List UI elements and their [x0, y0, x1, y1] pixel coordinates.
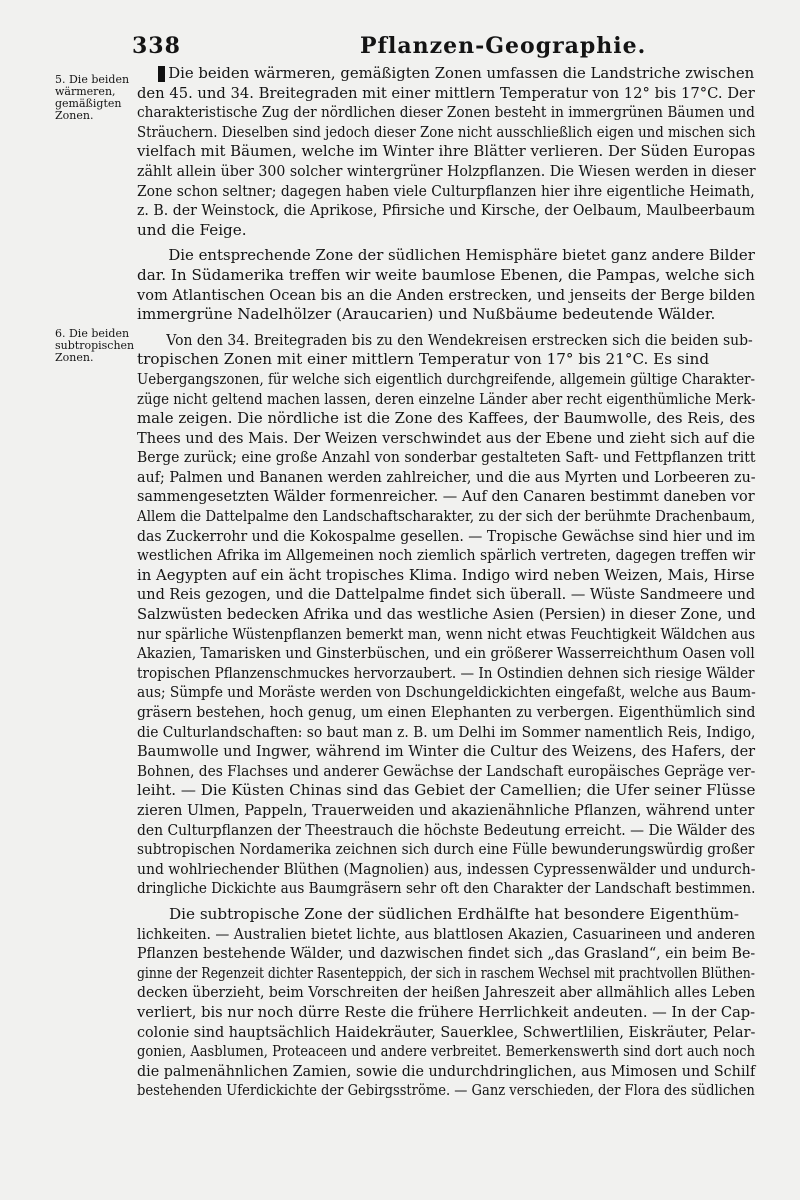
text-line: Salzwüsten bedecken Afrika und das westliche Asien (Persien) in dieser Zone, und: [137, 605, 756, 624]
text-line: Die entsprechende Zone der südlichen Hemisphäre bietet ganz andere Bilder: [168, 246, 755, 265]
text-line: decken überzieht, beim Vorschreiten der heißen Jahreszeit aber allmählich alles Leben: [137, 983, 756, 1002]
text-line: tropischen Pflanzenschmuckes hervorzaubert. — In Ostindien dehnen sich riesige Wälder: [137, 663, 755, 682]
text-line: auf; Palmen und Bananen werden zahlreicher, und die aus Myrten und Lorbeeren zu-: [137, 467, 756, 486]
text-line: lichkeiten. — Australien bietet lichte, aus blattlosen Akazien, Casuarineen und anderen: [137, 924, 756, 943]
text-line: Die beiden wärmeren, gemäßigten Zonen umfassen die Landstriche zwischen: [168, 64, 755, 82]
text-line: Berge zurück; eine große Anzahl von sonderbar gestalteten Saft- und Fettpflanzen tritt: [137, 448, 756, 467]
text-line: Uebergangszonen, für welche sich eigentlich durchgreifende, allgemein gültige Charakter-: [137, 369, 756, 388]
text-line: westlichen Afrika im Allgemeinen noch ziemlich spärlich vertreten, dagegen treffen wir: [137, 546, 756, 565]
text-line: Von den 34. Breitegraden bis zu den Wendekreisen erstrecken sich die beiden sub-: [166, 330, 753, 349]
margin-note-5: 5. Die beiden wärmeren, gemäßigten Zonen.: [55, 73, 130, 122]
text-line: die Culturlandschaften: so baut man z. B. um Delhi im Sommer namentlich Reis, Indigo,: [137, 722, 756, 741]
text-line: Bohnen, des Flachses und anderer Gewächse der Landschaft europäisches Gepräge ver-: [137, 761, 756, 780]
paragraph: [137, 905, 755, 1101]
text-line: und die Feige.: [137, 220, 247, 239]
text-line: den 45. und 34. Breitegraden mit einer mittlern Temperatur von 12° bis 17°C. Der: [137, 83, 755, 102]
body-text: [137, 64, 755, 1107]
text-line: den Culturpflanzen der Theestrauch die höchste Bedeutung erreicht. — Die Wälder des: [137, 820, 756, 839]
text-line: Baumwolle und Ingwer, während im Winter die Cultur des Weizens, des Hafers, der: [137, 742, 756, 761]
paragraph: [137, 64, 755, 240]
paragraph: [137, 331, 755, 899]
text-line: ginne der Regenzeit dichter Rasenteppich, der sich in raschem Wechsel mit prachtvollen Blüthen-: [137, 963, 755, 982]
text-line: immergrüne Nadelhölzer (Araucarien) und Nußbäume bedeutende Wälder.: [137, 305, 716, 324]
text-line: dringliche Dickichte aus Baumgräsern sehr oft den Charakter der Landschaft bestimmen.: [137, 879, 756, 898]
text-line: charakteristische Zug der nördlichen dieser Zonen besteht in immergrünen Bäumen und: [137, 103, 755, 122]
running-title: Pflanzen-Geographie.: [360, 33, 647, 59]
text-line: Zone schon seltner; dagegen haben viele Culturpflanzen hier ihre eigentliche Heimath,: [137, 181, 755, 200]
text-line: Sträuchern. Dieselben sind jedoch dieser Zone nicht ausschließlich eigen und mischen sich: [137, 122, 756, 141]
text-line: tropischen Zonen mit einer mittlern Temperatur von 17° bis 21°C. Es sind: [137, 350, 710, 369]
margin-note-6: 6. Die beiden subtropischen Zonen.: [55, 327, 135, 364]
text-line: bestehenden Uferdickichte der Gebirgsströme. — Ganz verschieden, der Flora des südlichen: [137, 1081, 755, 1100]
text-line: die palmenähnlichen Zamien, sowie die undurchdringlichen, aus Mimosen und Schilf: [137, 1061, 756, 1080]
text-line: gräsern bestehen, hoch genug, um einen Elephanten zu verbergen. Eigenthümlich sind: [137, 703, 756, 721]
text-line: Allem die Dattelpalme den Landschaftscharakter, zu der sich der berühmte Drachenbaum,: [137, 507, 756, 526]
text-line: leiht. — Die Küsten Chinas sind das Gebiet der Camellien; die Ufer seiner Flüsse: [137, 781, 756, 800]
text-line: das Zuckerrohr und die Kokospalme gesellen. — Tropische Gewächse sind hier und im: [137, 526, 756, 545]
text-line: und Reis gezogen, und die Dattelpalme findet sich überall. — Wüste Sandmeere und: [137, 585, 756, 604]
text-line: subtropischen Nordamerika zeichnen sich durch eine Fülle bewunderungswürdig großer: [137, 840, 755, 859]
text-line: nur spärliche Wüstenpflanzen bemerkt man, wenn nicht etwas Feuchtigkeit Wäldchen aus: [137, 624, 756, 643]
text-line: Thees und des Mais. Der Weizen verschwindet aus der Ebene und zieht sich auf die: [137, 428, 755, 447]
text-line: verliert, bis nur noch dürre Reste die frühere Herrlichkeit andeuten. — In der Cap-: [137, 1002, 756, 1021]
text-line: zieren Ulmen, Pappeln, Trauerweiden und akazienähnliche Pflanzen, während unter: [137, 800, 755, 819]
text-line: Pflanzen bestehende Wälder, und dazwischen findet sich „das Grasland“, ein beim Be-: [137, 944, 756, 963]
page-number: 338: [132, 33, 181, 59]
text-line: Akazien, Tamarisken und Ginsterbüschen, und ein größerer Wasserreichthum Oasen voll: [137, 644, 755, 663]
text-line: z. B. der Weinstock, die Aprikose, Pfirsiche und Kirsche, der Oelbaum, Maulbeerbaum: [137, 201, 755, 220]
text-line: male zeigen. Die nördliche ist die Zone des Kaffees, der Baumwolle, des Reis, des: [137, 409, 756, 428]
text-line: in Aegypten auf ein ächt tropisches Klima. Indigo wird neben Weizen, Mais, Hirse: [137, 565, 755, 584]
text-line: gonien, Aasblumen, Proteaceen und andere verbreitet. Bemerkenswerth sind dort auch noch: [137, 1042, 755, 1061]
text-line: vielfach mit Bäumen, welche im Winter ihre Blätter verlieren. Der Süden Europas: [137, 142, 756, 161]
text-line: und wohlriechender Blüthen (Magnolien) aus, indessen Cypressenwälder und undurch-: [137, 859, 756, 878]
text-line: colonie sind hauptsächlich Haidekräuter, Sauerklee, Schwertlilien, Eiskräuter, Pelar-: [137, 1022, 756, 1041]
text-line: aus; Sümpfe und Moräste werden von Dschungeldickichten eingefaßt, welche aus Baum-: [137, 683, 756, 702]
text-line: vom Atlantischen Ocean bis an die Anden erstrecken, und jenseits der Berge bilden: [137, 285, 756, 304]
text-line: züge nicht geltend machen lassen, deren einzelne Länder aber recht eigenthümliche Merk-: [137, 389, 756, 408]
paragraph: [137, 246, 755, 324]
text-line: dar. In Südamerika treffen wir weite baumlose Ebenen, die Pampas, welche sich: [137, 265, 755, 284]
text-line: sammengesetzten Wälder formenreicher. — Auf den Canaren bestimmt daneben vor: [137, 487, 755, 506]
text-line: zählt allein über 300 solcher wintergrüner Holzpflanzen. Die Wiesen werden in dieser: [137, 161, 756, 180]
text-line: Die subtropische Zone der südlichen Erdhälfte hat besondere Eigenthüm-: [169, 904, 740, 923]
